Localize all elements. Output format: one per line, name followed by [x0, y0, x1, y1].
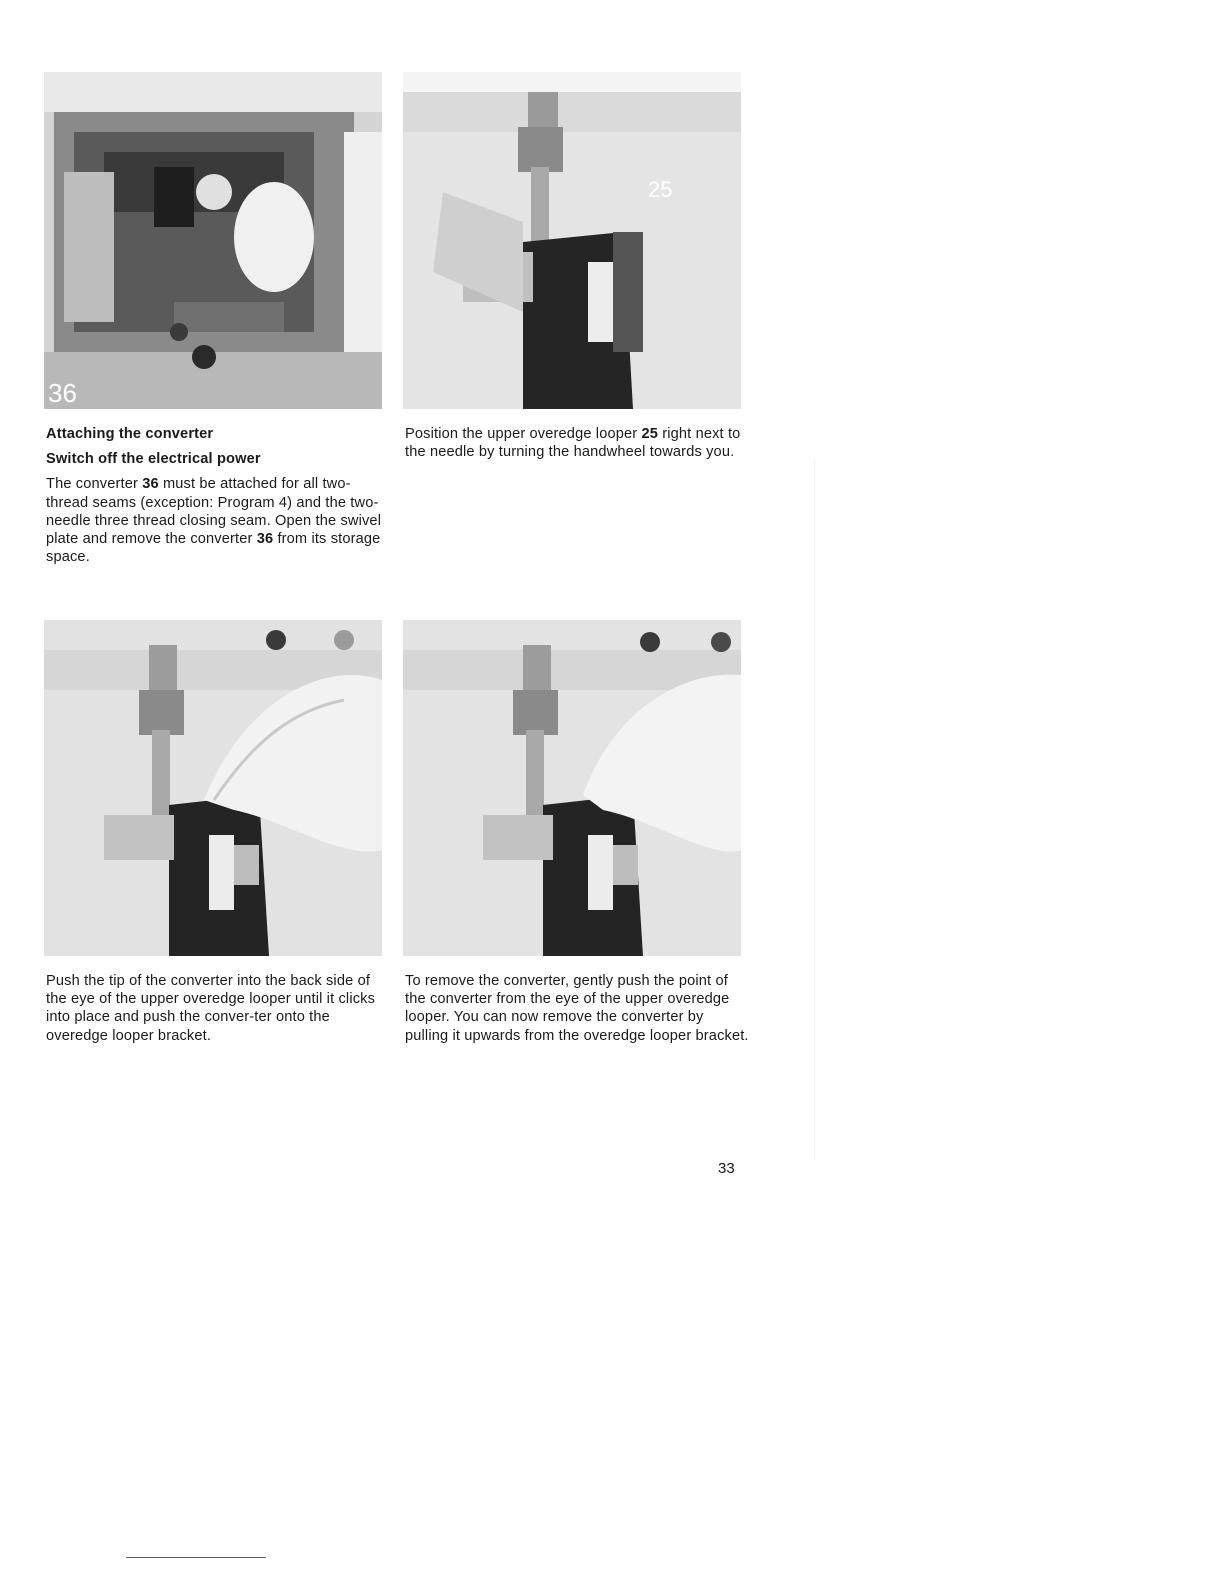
photo-push-converter-illustration: [44, 620, 382, 956]
section-attaching-converter: [46, 425, 386, 566]
photo-converter-storage: [44, 72, 382, 409]
photo-label-25: 25: [648, 177, 673, 202]
section-remove-converter: [405, 972, 750, 1045]
section1-body-part1: The converter: [46, 476, 143, 493]
heading-attaching-converter: Attaching the converter: [46, 426, 214, 442]
section1-body: [46, 475, 386, 566]
photo-converter-storage-illustration: [44, 72, 382, 409]
section-position-looper: [405, 425, 750, 461]
photo-push-converter: [44, 620, 382, 956]
section3-body: Push the tip of the converter into the back side of the eye of the upper overedge looper until it clicks into place and push the conver-ter onto the overedge looper bracket.: [46, 973, 376, 1044]
section2-body-part1: Position the upper overedge looper: [405, 426, 642, 442]
footer-rule: [126, 1557, 266, 1558]
section4-body: To remove the converter, gently push the point of the converter from the eye of the upper overedge looper. You can now remove the converter by pulling it upwards from the overedge looper bracket.: [405, 973, 749, 1044]
page-number: 33: [718, 1160, 735, 1177]
ref-converter-36: 36: [142, 476, 159, 493]
photo-looper-position-illustration: [403, 72, 741, 409]
photo-remove-converter: [403, 620, 741, 956]
section1-body-part3: from its storage space.: [46, 531, 381, 566]
scan-edge-line: [814, 460, 815, 1160]
ref-looper-25: 25: [641, 426, 659, 442]
heading-switch-off-power: Switch off the electrical power: [46, 451, 261, 468]
section2-body: [405, 425, 750, 461]
section2-body-part2: right next to the needle by turning the handwheel towards you.: [405, 426, 741, 461]
photo-remove-converter-illustration: [403, 620, 741, 956]
section-push-converter: [46, 972, 391, 1045]
photo-label-36: 36: [48, 378, 77, 408]
ref-converter-36-second: 36: [256, 531, 274, 548]
section1-body-part2: must be attached for all two-thread seams (exception: Program 4) and the two-needle three thread closing seam. Open the swivel plate and remove the converter: [46, 476, 382, 548]
photo-looper-position: [403, 72, 741, 409]
